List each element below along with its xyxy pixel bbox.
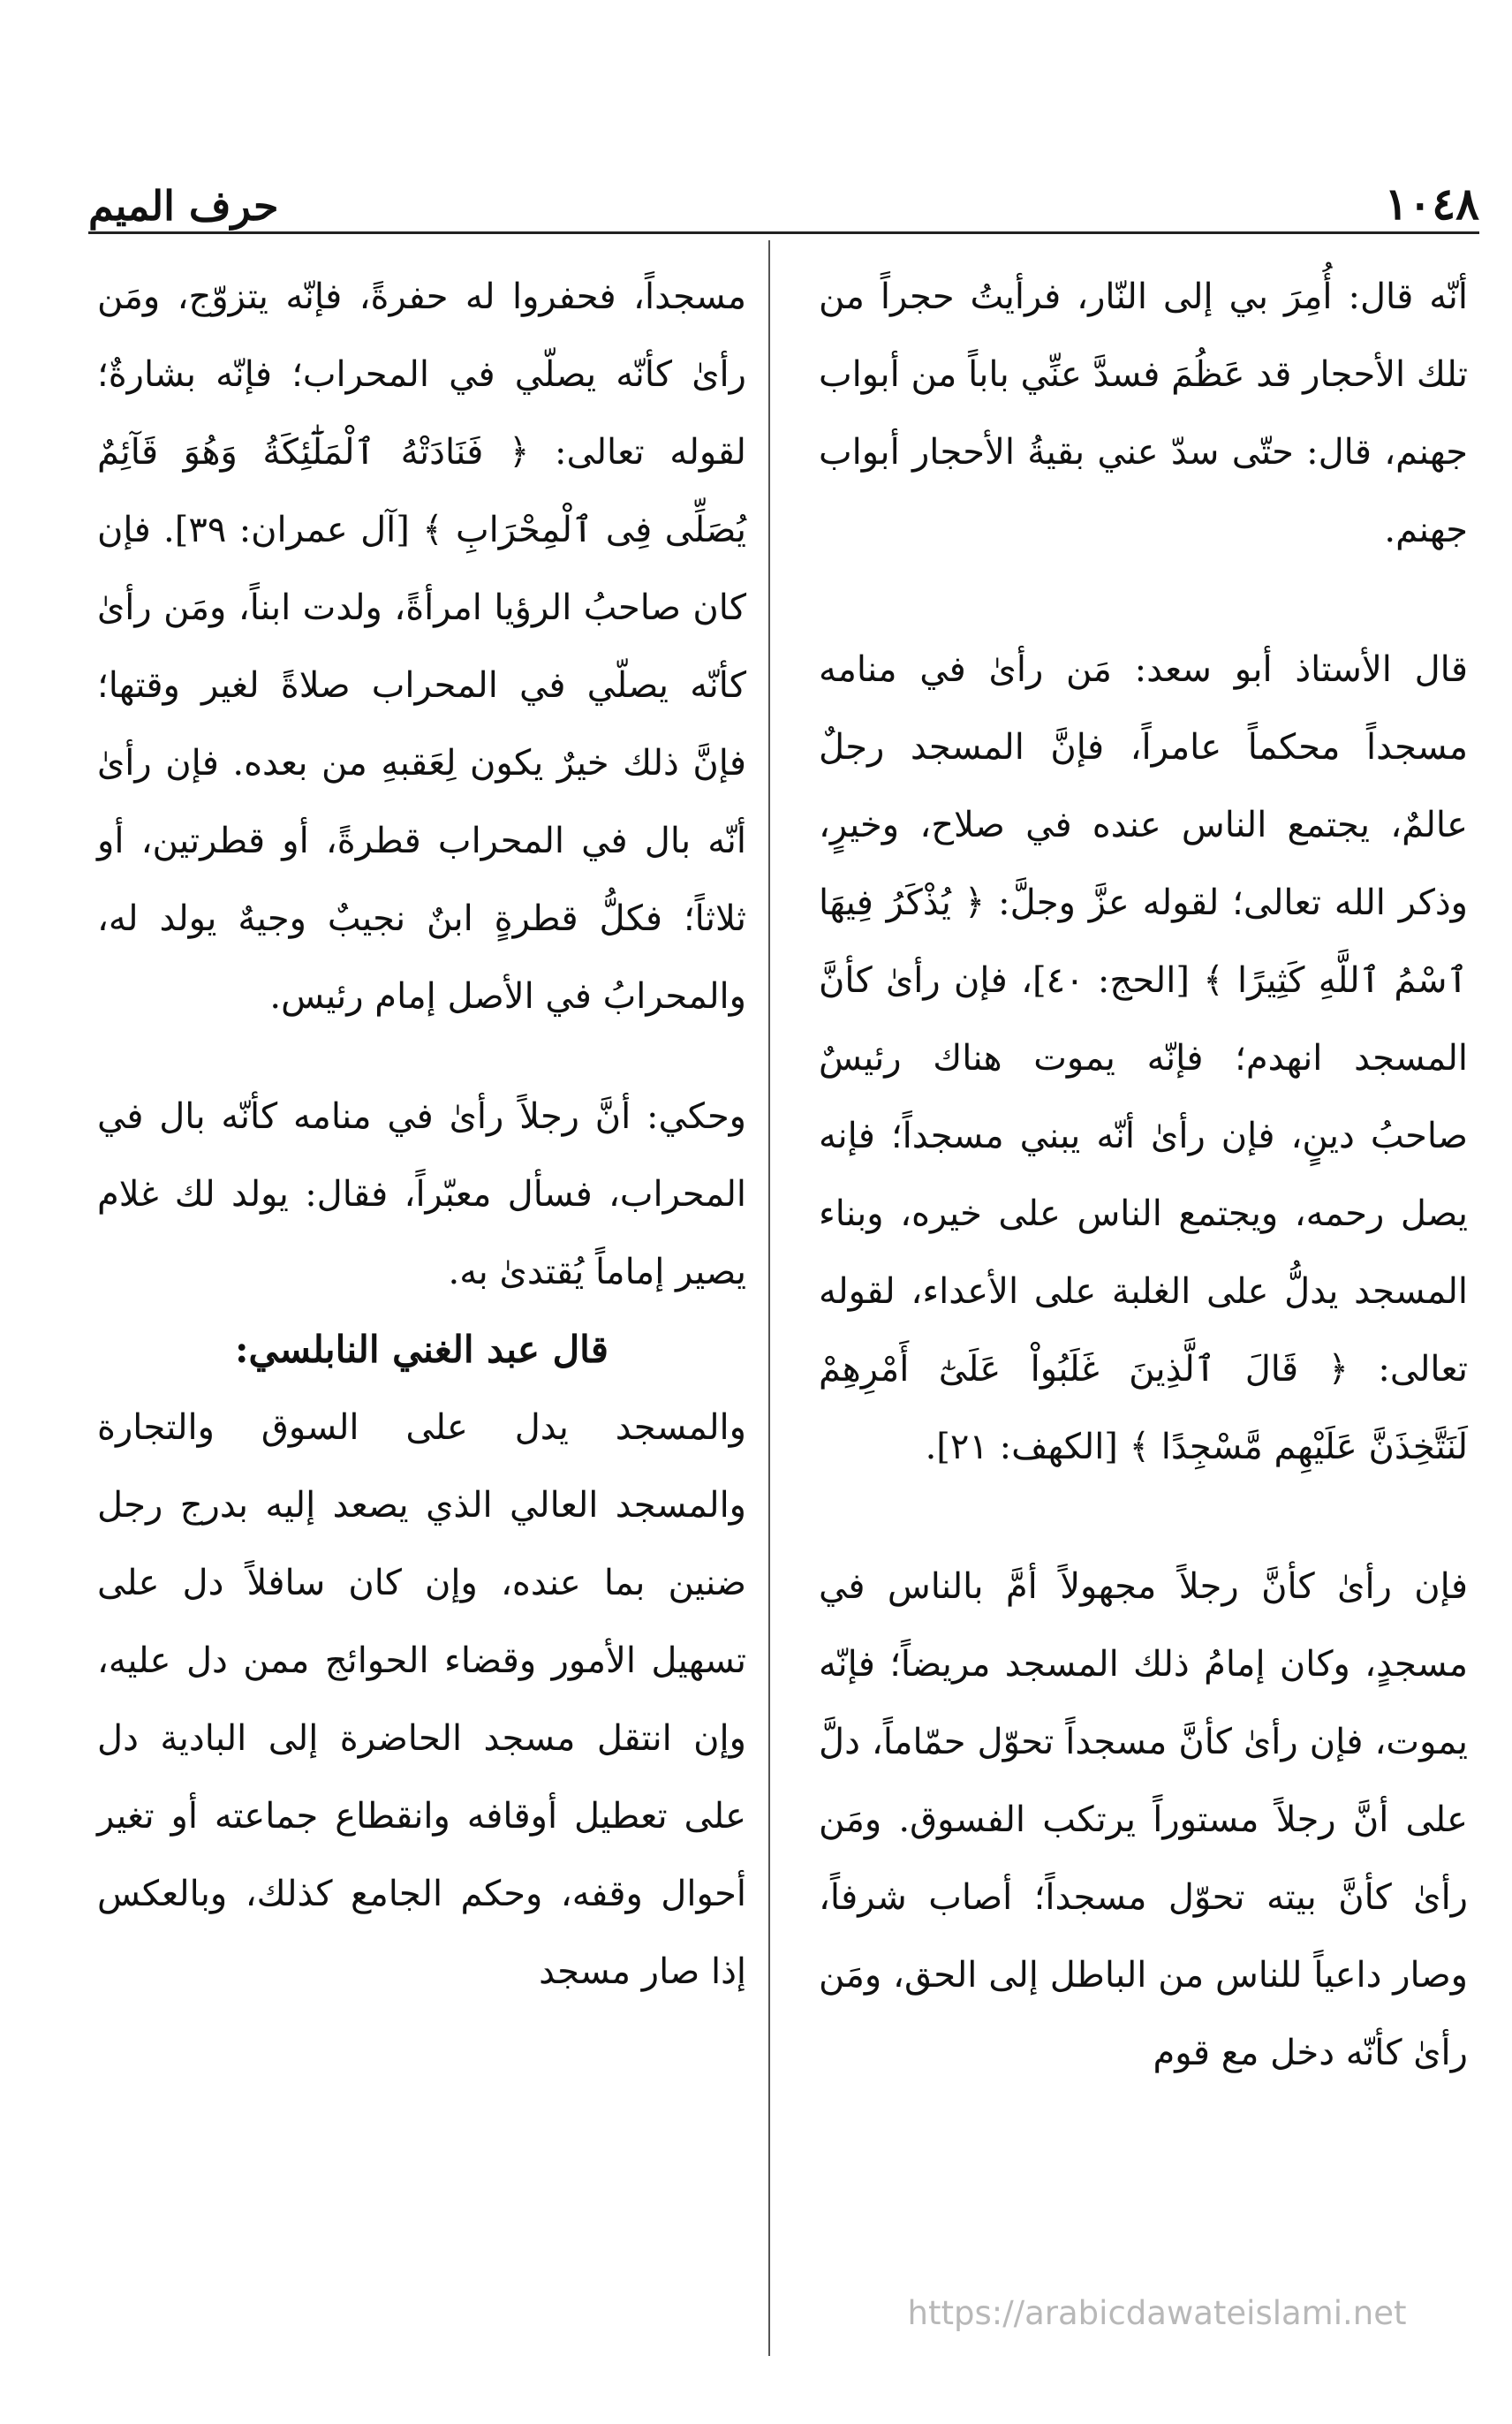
paragraph: مسجداً، فحفروا له حفرةً، فإنّه يتزوّج، ومَن رأىٰ كأنّه يصلّي في المحراب؛ فإنّه بشارةٌ؛ لقوله تعالى: ﴿ فَنَادَتْهُ ٱلْمَلَٰٓئِكَةُ وَهُوَ قَآئِمٌ يُصَلِّى فِى ٱلْمِحْرَابِ ﴾ [آل عمران: ٣٩]. فإن كان صاحبُ الرؤيا امرأةً، ولدت ابناً، ومَن رأىٰ كأنّه يصلّي في المحراب صلاةً لغير وقتها؛ فإنَّ ذلك خيرٌ يكون لِعَقبهِ من بعده. فإن رأىٰ أنّه بال في المحراب قطرةً، أو قطرتين، أو ثلاثاً؛ فكلُّ قطرةٍ ابنٌ نجيبٌ وجيهٌ يولد له، والمحرابُ في الأصل إمام رئيس. bbox=[97, 276, 747, 1017]
paragraph: وحكي: أنَّ رجلاً رأىٰ في منامه كأنّه بال في المحراب، فسأل معبّراً، فقال: يولد لك غلام يصير إماماً يُقتدىٰ به. bbox=[97, 1096, 746, 1292]
paragraph: أنّه قال: أُمِرَ بي إلى النّار، فرأيتُ حجراً من تلك الأحجار قد عَظُمَ فسدَّ عنِّي باباً من أبواب جهنم، قال: حتّى سدّ عني بقيةُ الأحجار أبواب جهنم. bbox=[819, 276, 1468, 550]
paragraph: والمسجد يدل على السوق والتجارة والمسجد العالي الذي يصعد إليه بدرج رجل ضنين بما عنده، وإن كان سافلاً دل على تسهيل الأمور وقضاء الحوائج ممن دل عليه، وإن انتقل مسجد الحاضرة إلى البادية دل على تعطيل أوقافه وانقطاع جماعته أو تغير أحوال وقفه، وحكم الجامع كذلك، وبالعكس إذا صار مسجد bbox=[97, 1407, 746, 1992]
section-heading: قال عبد الغني النابلسي: bbox=[235, 1328, 609, 1371]
column-divider bbox=[768, 240, 770, 2356]
page-header bbox=[88, 159, 1479, 230]
left-column bbox=[97, 258, 746, 2011]
running-title: حرف الميم bbox=[88, 182, 279, 230]
header-rule bbox=[88, 231, 1479, 234]
watermark-url: https://arabicdawateislami.net bbox=[907, 2294, 1407, 2332]
paragraph: فإن رأىٰ كأنَّ رجلاً مجهولاً أمَّ بالناس في مسجدٍ، وكان إمامُ ذلك المسجد مريضاً؛ فإنّه يموت، فإن رأىٰ كأنَّ مسجداً تحوّل حمّاماً، دلَّ على أنَّ رجلاً مستوراً يرتكب الفسوق. ومَن رأىٰ كأنَّ بيته تحوّل مسجداً؛ أصاب شرفاً، وصار داعياً للناس من الباطل إلى الحق، ومَن رأىٰ كأنّه دخل مع قوم bbox=[819, 1566, 1468, 2073]
paragraph: قال الأستاذ أبو سعد: مَن رأىٰ في منامه مسجداً محكماً عامراً، فإنَّ المسجد رجلٌ عالمٌ، يجتمع الناس عنده في صلاح، وخيرٍ، وذكر الله تعالى؛ لقوله عزَّ وجلَّ: ﴿ يُذْكَرُ فِيهَا ٱسْمُ ٱللَّهِ كَثِيرًا ﴾ [الحج: ٤٠]، فإن رأىٰ كأنَّ المسجد انهدم؛ فإنّه يموت هناك رئيسٌ صاحبُ دينٍ، فإن رأىٰ أنّه يبني مسجداً؛ فإنه يصل رحمه، ويجتمع الناس على خيره، وبناء المسجد يدلُّ على الغلبة على الأعداء، لقوله تعالى: ﴿ قَالَ ٱلَّذِينَ غَلَبُواْ عَلَىٰٓ أَمْرِهِمْ لَنَتَّخِذَنَّ عَلَيْهِم مَّسْجِدًا ﴾ [الكهف: ٢١]. bbox=[819, 649, 1469, 1467]
right-column bbox=[819, 258, 1468, 2092]
page-number: ١٠٤٨ bbox=[1384, 178, 1479, 230]
